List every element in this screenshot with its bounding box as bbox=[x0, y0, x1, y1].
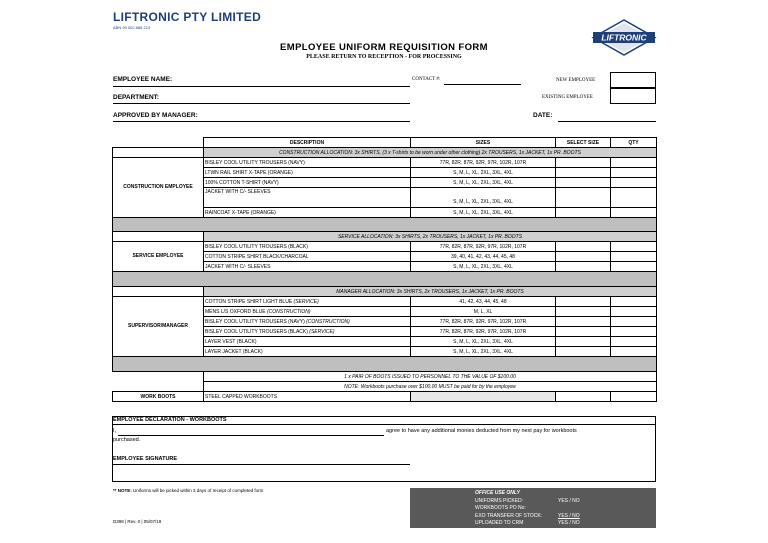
new-employee-label: NEW EMPLOYEE bbox=[556, 78, 596, 83]
work-boots-label: WORK BOOTS bbox=[113, 392, 204, 402]
separator bbox=[113, 357, 657, 372]
qty-cell[interactable] bbox=[611, 392, 657, 402]
uniform-table bbox=[112, 137, 657, 402]
declaration-text: agree to have any additional monies deducted from my next pay for workboots bbox=[386, 428, 577, 434]
item-description: LTWN RAIL SHIRT X-TAPE (ORANGE) bbox=[204, 168, 411, 178]
form-subtitle: PLEASE RETURN TO RECEPTION - FOR PROCESSING bbox=[306, 54, 462, 60]
blank-cell bbox=[113, 382, 204, 392]
approved-by-field[interactable] bbox=[113, 121, 410, 122]
select-size-cell[interactable] bbox=[556, 347, 611, 357]
item-sizes: 77R, 82R, 87R, 92R, 97R, 102R, 107R bbox=[411, 158, 556, 168]
declaration-divider bbox=[112, 424, 656, 425]
table-row bbox=[113, 392, 657, 402]
construction-allocation: CONSTRUCTION ALLOCATION: 3x SHIRTS, (3 x T-shirts to be worn under other clothing) 2x TROUSERS, 1x JACKET, 1x PR. BOOTS bbox=[204, 148, 657, 158]
boots-note-2: NOTE: Workboots purchase over $100.00 MUST be paid for by the employee bbox=[204, 382, 657, 392]
declaration-name-field[interactable] bbox=[118, 435, 384, 436]
department-field[interactable] bbox=[113, 103, 410, 104]
footer-note: ** NOTE: Uniforms will be picked within 3 days of receipt of completed form bbox=[113, 488, 264, 493]
qty-cell[interactable] bbox=[611, 178, 657, 188]
qty-cell[interactable] bbox=[611, 327, 657, 337]
item-description: RAINCOAT X-TAPE (ORANGE) bbox=[204, 208, 411, 218]
item-sizes: 77R, 82R, 87R, 92R, 97R, 102R, 107R bbox=[411, 242, 556, 252]
item-sizes: 77R, 82R, 87R, 92R, 97R, 102R, 107R bbox=[411, 317, 556, 327]
separator bbox=[113, 272, 657, 287]
item-description: COTTON STRIPE SHIRT BLACK/CHARCOAL bbox=[204, 252, 411, 262]
table-header-row bbox=[113, 138, 657, 148]
item-description: LAYER VEST (BLACK) bbox=[204, 337, 411, 347]
sizes-blank bbox=[411, 392, 556, 402]
date-field[interactable] bbox=[558, 121, 656, 122]
office-use-title: OFFICE USE ONLY bbox=[475, 490, 520, 496]
qty-cell[interactable] bbox=[611, 297, 657, 307]
select-size-cell[interactable] bbox=[556, 242, 611, 252]
item-description: BISLEY COOL UTILITY TROUSERS (NAVY) bbox=[204, 158, 411, 168]
company-name: LIFTRONIC PTY LIMITED bbox=[113, 10, 262, 24]
employee-signature-label: EMPLOYEE SIGNATURE bbox=[113, 456, 178, 462]
item-description: STEEL CAPPED WORKBOOTS bbox=[204, 392, 411, 402]
item-sizes: 77R, 82R, 87R, 92R, 97R, 102R, 107R bbox=[411, 327, 556, 337]
header-blank bbox=[113, 138, 204, 148]
employee-signature-field[interactable] bbox=[113, 464, 410, 465]
select-size-cell[interactable] bbox=[556, 178, 611, 188]
header-select-size: SELECT SIZE bbox=[556, 138, 611, 148]
office-row-uniforms: UNIFORMS PICKED: YES / NO bbox=[475, 497, 580, 504]
document-code: D398 | Rev. 0 | 05/07/19 bbox=[113, 519, 162, 524]
form-title: EMPLOYEE UNIFORM REQUISITION FORM bbox=[280, 42, 488, 53]
item-description: BISLEY COOL UTILITY TROUSERS (BLACK) (SERVICE) bbox=[204, 327, 411, 337]
svg-text:LIFTRONIC: LIFTRONIC bbox=[601, 32, 647, 43]
employee-name-field[interactable] bbox=[113, 86, 410, 87]
table-row bbox=[113, 297, 657, 307]
boots-note-1: 1 x PAIR OF BOOTS ISSUED TO PERSONNEL TO THE VALUE OF $100.00 bbox=[204, 372, 657, 382]
select-size-cell[interactable] bbox=[556, 307, 611, 317]
manager-allocation: MANAGER ALLOCATION: 3x SHIRTS, 2x TROUSERS, 1x JACKET, 1x PR. BOOTS bbox=[204, 287, 657, 297]
construction-allocation-row bbox=[113, 148, 657, 158]
office-row-po: WORKBOOTS PO No: bbox=[475, 505, 526, 511]
select-size-cell[interactable] bbox=[556, 188, 611, 208]
select-size-cell[interactable] bbox=[556, 168, 611, 178]
qty-cell[interactable] bbox=[611, 347, 657, 357]
department-label: DEPARTMENT: bbox=[113, 94, 160, 101]
separator-row bbox=[113, 272, 657, 287]
service-group-label: SERVICE EMPLOYEE bbox=[113, 242, 204, 272]
contact-label: CONTACT #: bbox=[412, 77, 441, 82]
sizes-blank bbox=[411, 188, 556, 198]
boots-note-row bbox=[113, 372, 657, 382]
declaration-title: EMPLOYEE DECLARATION - WORKBOOTS bbox=[113, 417, 227, 423]
qty-cell[interactable] bbox=[611, 188, 657, 208]
service-allocation: SERVICE ALLOCATION: 3x SHIRTS, 2x TROUSERS, 1x JACKET, 1x PR. BOOTS bbox=[204, 232, 657, 242]
item-sizes: M, L, XL bbox=[411, 307, 556, 317]
declaration-purchased: purchased. bbox=[113, 437, 141, 443]
office-use-panel bbox=[410, 488, 656, 528]
service-allocation-row bbox=[113, 232, 657, 242]
qty-cell[interactable] bbox=[611, 242, 657, 252]
qty-cell[interactable] bbox=[611, 262, 657, 272]
header-description: DESCRIPTION bbox=[204, 138, 411, 148]
item-description: JACKET WITH C/- SLEEVES bbox=[204, 188, 411, 208]
qty-cell[interactable] bbox=[611, 337, 657, 347]
qty-cell[interactable] bbox=[611, 158, 657, 168]
item-sizes: 39, 40, 41, 42, 43, 44, 45, 48 bbox=[411, 252, 556, 262]
table-row bbox=[113, 158, 657, 168]
select-size-cell[interactable] bbox=[556, 262, 611, 272]
employee-declaration-box bbox=[112, 416, 656, 482]
qty-cell[interactable] bbox=[611, 317, 657, 327]
approved-by-label: APPROVED BY MANAGER: bbox=[113, 112, 198, 119]
separator-row bbox=[113, 357, 657, 372]
company-abn: ABN 99 002 886 213 bbox=[113, 25, 151, 30]
select-size-cell[interactable] bbox=[556, 337, 611, 347]
item-description: COTTON STRIPE SHIRT LIGHT BLUE (SERVICE) bbox=[204, 297, 411, 307]
existing-employee-checkbox[interactable] bbox=[610, 88, 656, 104]
boots-note-row bbox=[113, 382, 657, 392]
item-description: JACKET WITH C/- SLEEVES bbox=[204, 262, 411, 272]
qty-cell[interactable] bbox=[611, 307, 657, 317]
blank-cell bbox=[113, 372, 204, 382]
separator bbox=[113, 218, 657, 232]
item-sizes: S, M, L, XL, 2XL, 3XL, 4XL bbox=[411, 178, 556, 188]
construction-group-label: CONSTRUCTION EMPLOYEE bbox=[113, 158, 204, 218]
item-description: BISLEY COOL UTILITY TROUSERS (BLACK) bbox=[204, 242, 411, 252]
table-row bbox=[113, 242, 657, 252]
select-size-cell[interactable] bbox=[556, 208, 611, 218]
item-sizes: S, M, L, XL, 2XL, 3XL, 4XL bbox=[411, 337, 556, 347]
item-description: 100% COTTON T-SHIRT (NAVY) bbox=[204, 178, 411, 188]
item-sizes: S, M, L, XL, 2XL, 3XL, 4XL bbox=[411, 208, 556, 218]
item-description: BISLEY COOL UTILITY TROUSERS (NAVY) (CONSTRUCTION) bbox=[204, 317, 411, 327]
manager-allocation-row bbox=[113, 287, 657, 297]
employee-name-label: EMPLOYEE NAME: bbox=[113, 76, 173, 83]
contact-field[interactable] bbox=[444, 84, 521, 85]
existing-employee-label: EXISTING EMPLOYEE bbox=[542, 95, 593, 100]
item-description: MENS L/S OXFORD BLUE (CONSTRUCTION) bbox=[204, 307, 411, 317]
date-label: DATE: bbox=[533, 112, 553, 119]
qty-cell[interactable] bbox=[611, 208, 657, 218]
header-qty: QTY bbox=[611, 138, 657, 148]
header-sizes: SIZES bbox=[411, 138, 556, 148]
item-sizes: S, M, L, XL, 2XL, 3XL, 4XL bbox=[411, 347, 556, 357]
item-sizes: S, M, L, XL, 2XL, 3XL, 4XL bbox=[411, 198, 556, 208]
office-row-crm: UPLOADED TO CRM YES / NO bbox=[475, 520, 580, 526]
select-size-cell[interactable] bbox=[556, 317, 611, 327]
select-size-cell[interactable] bbox=[556, 297, 611, 307]
item-sizes: S, M, L, XL, 2XL, 3XL, 4XL bbox=[411, 262, 556, 272]
select-size-cell[interactable] bbox=[556, 327, 611, 337]
declaration-i: I, bbox=[113, 428, 117, 434]
item-sizes: 41, 42, 43, 44, 45, 48 bbox=[411, 297, 556, 307]
select-size-cell[interactable] bbox=[556, 252, 611, 262]
item-sizes: S, M, L, XL, 2XL, 3XL, 4XL bbox=[411, 168, 556, 178]
blank-cell bbox=[113, 148, 204, 158]
select-size-cell[interactable] bbox=[556, 158, 611, 168]
qty-cell[interactable] bbox=[611, 252, 657, 262]
separator-row bbox=[113, 218, 657, 232]
new-employee-checkbox[interactable] bbox=[610, 72, 656, 88]
blank-cell bbox=[113, 287, 204, 297]
manager-group-label: SUPERVISOR/MANAGER bbox=[113, 297, 204, 357]
office-row-exo: EXO TRANSFER OF STOCK: YES / NO bbox=[475, 512, 580, 519]
select-size-cell[interactable] bbox=[556, 392, 611, 402]
item-description: LAYER JACKET (BLACK) bbox=[204, 347, 411, 357]
blank-cell bbox=[113, 232, 204, 242]
qty-cell[interactable] bbox=[611, 168, 657, 178]
